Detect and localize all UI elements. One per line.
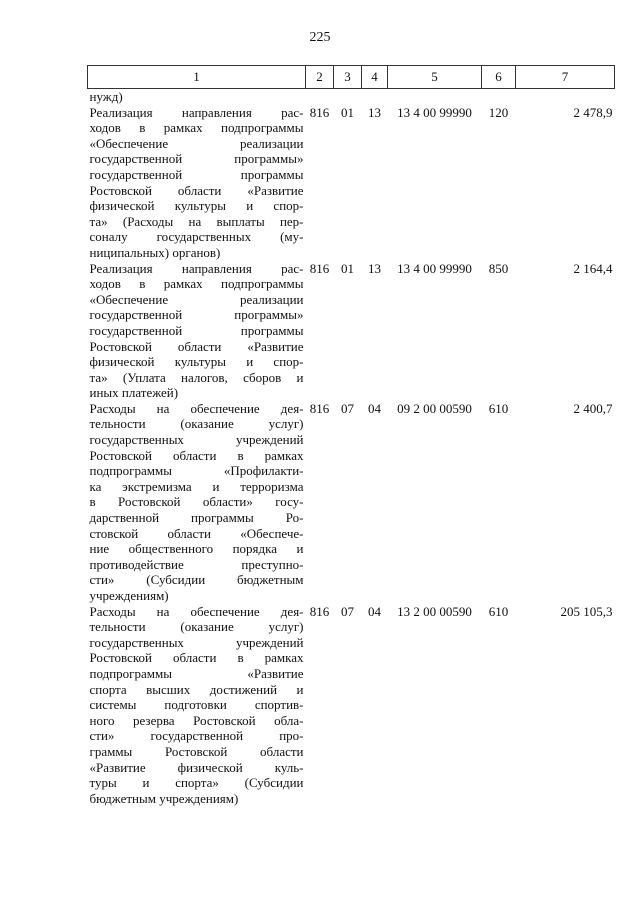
description-line: тельности (оказание услуг) bbox=[89, 416, 304, 432]
subsection-code: 13 bbox=[368, 104, 381, 120]
section-code: 01 bbox=[341, 260, 354, 276]
target-article-code: 09 2 00 00590 bbox=[397, 400, 472, 416]
amount: 2 164,4 bbox=[573, 260, 613, 276]
row-description bbox=[88, 261, 306, 401]
description-line: системы подготовки спортив- bbox=[89, 697, 304, 713]
table-header-row bbox=[88, 66, 615, 89]
subsection-code: 13 bbox=[368, 260, 381, 276]
description-line: ходов в рамках подпрограммы bbox=[89, 120, 304, 136]
amount: 2 478,9 bbox=[573, 104, 613, 120]
description-line: туры и спорта» (Субсидии bbox=[89, 775, 304, 791]
header-col-6: 6 bbox=[482, 66, 516, 89]
description-line: дарственной программы Ро- bbox=[89, 510, 304, 526]
description-line: ного резерва Ростовской обла- bbox=[89, 712, 304, 728]
description-line: иных платежей) bbox=[89, 385, 179, 401]
description-line: государственной программы» bbox=[89, 307, 304, 323]
target-article-code: 13 4 00 99990 bbox=[397, 104, 472, 120]
description-line: бюджетным учреждениям) bbox=[89, 790, 239, 806]
description-line: ние общественного порядка и bbox=[89, 541, 304, 557]
description-line: физической культуры и спор- bbox=[89, 354, 304, 370]
header-col-5: 5 bbox=[388, 66, 482, 89]
table-row bbox=[88, 604, 615, 807]
description-line: Реализация направления рас- bbox=[89, 260, 304, 276]
header-col-3: 3 bbox=[334, 66, 362, 89]
description-line: «Обеспечение реализации bbox=[89, 291, 304, 307]
section-code: 01 bbox=[341, 104, 354, 120]
description-line: сти» (Субсидии бюджетным bbox=[89, 572, 304, 588]
amount: 205 105,3 bbox=[560, 603, 613, 619]
description-line: государственных учреждений bbox=[89, 634, 304, 650]
budget-table bbox=[87, 65, 615, 806]
description-line: «Обеспечение реализации bbox=[89, 135, 304, 151]
page-number: 225 bbox=[309, 30, 331, 45]
description-line: ходов в рамках подпрограммы bbox=[89, 276, 304, 292]
header-col-7: 7 bbox=[516, 66, 615, 89]
description-line: ниципальных) органов) bbox=[89, 244, 221, 260]
description-line: Расходы на обеспечение дея- bbox=[89, 603, 304, 619]
description-line: подпрограммы «Профилакти- bbox=[89, 463, 304, 479]
header-col-2: 2 bbox=[306, 66, 334, 89]
description-line: тельности (оказание услуг) bbox=[89, 619, 304, 635]
description-line: стовской области «Обеспече- bbox=[89, 525, 304, 541]
row-description bbox=[88, 604, 306, 807]
description-line: государственной программы» bbox=[89, 151, 304, 167]
description-line: в Ростовской области» госу- bbox=[89, 494, 304, 510]
description-line: соналу государственных (му- bbox=[89, 229, 304, 245]
description-line: противодействие преступно- bbox=[89, 556, 304, 572]
description-line: Ростовской области «Развитие bbox=[89, 338, 304, 354]
expense-type-code: 850 bbox=[488, 260, 509, 276]
table-row bbox=[88, 261, 615, 401]
description-line: государственной программы bbox=[89, 166, 304, 182]
expense-type-code: 610 bbox=[488, 603, 509, 619]
description-line: Ростовской области в рамках bbox=[89, 650, 304, 666]
subsection-code: 04 bbox=[368, 603, 381, 619]
continuation-row bbox=[88, 89, 615, 105]
description-line: физической культуры и спор- bbox=[89, 198, 304, 214]
description-line: сти» государственной про- bbox=[89, 728, 304, 744]
ministry-code: 816 bbox=[309, 603, 330, 619]
amount: 2 400,7 bbox=[573, 400, 613, 416]
ministry-code: 816 bbox=[309, 400, 330, 416]
row-description bbox=[88, 401, 306, 604]
description-line: Ростовской области «Развитие bbox=[89, 182, 304, 198]
section-code: 07 bbox=[341, 400, 354, 416]
table-row bbox=[88, 105, 615, 261]
target-article-code: 13 4 00 99990 bbox=[397, 260, 472, 276]
header-col-1: 1 bbox=[88, 66, 306, 89]
section-code: 07 bbox=[341, 603, 354, 619]
header-col-4: 4 bbox=[362, 66, 388, 89]
expense-type-code: 120 bbox=[488, 104, 509, 120]
continuation-text: нужд) bbox=[89, 89, 123, 104]
description-line: «Развитие физической куль- bbox=[89, 759, 304, 775]
ministry-code: 816 bbox=[309, 260, 330, 276]
description-line: Расходы на обеспечение дея- bbox=[89, 400, 304, 416]
description-line: та» (Расходы на выплаты пер- bbox=[89, 213, 304, 229]
target-article-code: 13 2 00 00590 bbox=[397, 603, 472, 619]
description-line: та» (Уплата налогов, сборов и bbox=[89, 369, 304, 385]
row-description bbox=[88, 105, 306, 261]
ministry-code: 816 bbox=[309, 104, 330, 120]
description-line: Реализация направления рас- bbox=[89, 104, 304, 120]
description-line: учреждениям) bbox=[89, 588, 169, 603]
table-row bbox=[88, 401, 615, 604]
description-line: спорта высших достижений и bbox=[89, 681, 304, 697]
description-line: государственных учреждений bbox=[89, 432, 304, 448]
expense-type-code: 610 bbox=[488, 400, 509, 416]
subsection-code: 04 bbox=[368, 400, 381, 416]
description-line: государственной программы bbox=[89, 322, 304, 338]
description-line: граммы Ростовской области bbox=[89, 743, 304, 759]
description-line: Ростовской области в рамках bbox=[89, 447, 304, 463]
description-line: подпрограммы «Развитие bbox=[89, 665, 304, 681]
description-line: ка экстремизма и терроризма bbox=[89, 478, 304, 494]
